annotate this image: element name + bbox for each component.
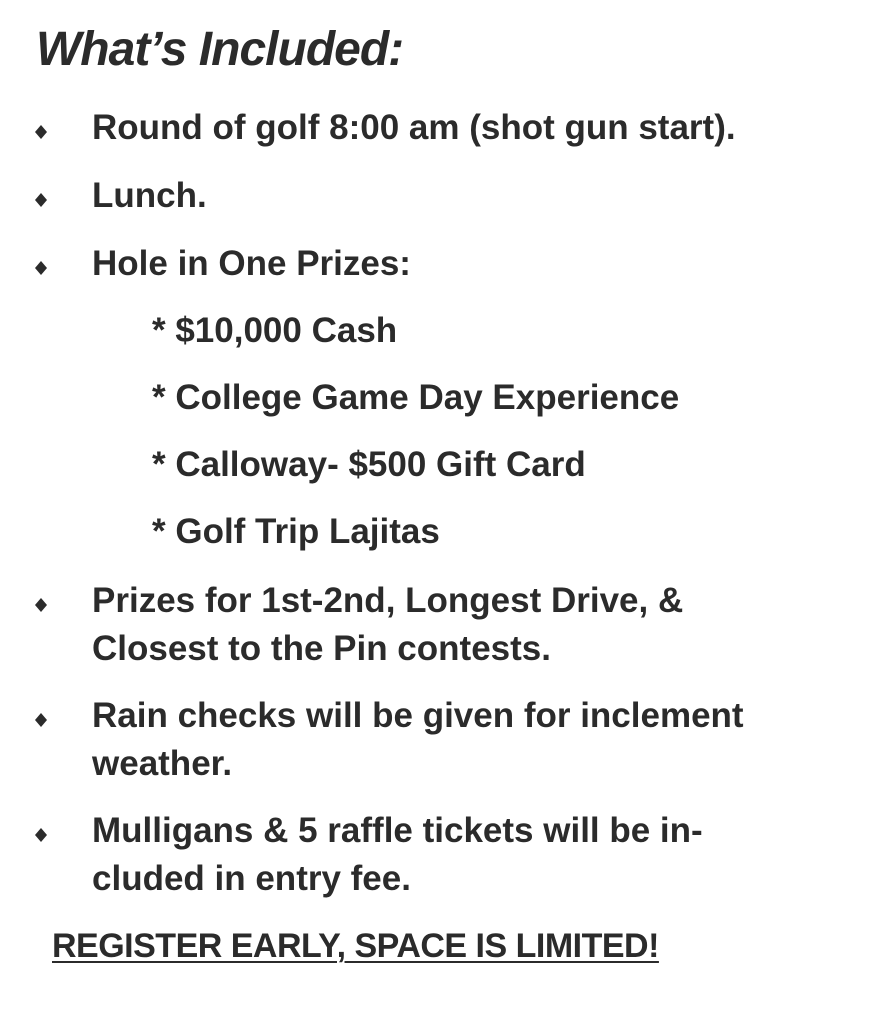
prize-item-golf-trip: * Golf Trip Lajitas [152,512,440,551]
diamond-bullet-icon [34,598,48,612]
section-title: What’s Included: [36,23,404,76]
prize-item-gift-card: * Calloway- $500 Gift Card [152,445,586,484]
list-item-text: Lunch. [92,176,207,215]
list-item-text: Hole in One Prizes: [92,244,411,283]
diamond-bullet-icon [34,193,48,207]
list-item-text-line-2: cluded in entry fee. [92,859,411,898]
diamond-bullet-icon [34,125,48,139]
diamond-bullet-icon [34,261,48,275]
list-item-text: Round of golf 8:00 am (shot gun start). [92,108,736,147]
register-notice: REGISTER EARLY, SPACE IS LIMITED! [52,927,659,965]
list-item-text-line-2: weather. [92,744,233,783]
list-item-text-line-2: Closest to the Pin contests. [92,629,551,668]
diamond-bullet-icon [34,828,48,842]
list-item-text-line-1: Prizes for 1st-2nd, Longest Drive, & [92,581,684,620]
list-item-text-line-1: Rain checks will be given for inclement [92,696,744,735]
diamond-bullet-icon [34,713,48,727]
prize-item-cash: * $10,000 Cash [152,311,398,350]
prize-item-game-day: * College Game Day Experience [152,378,680,417]
list-item-text-line-1: Mulligans & 5 raffle tickets will be in- [92,811,703,850]
